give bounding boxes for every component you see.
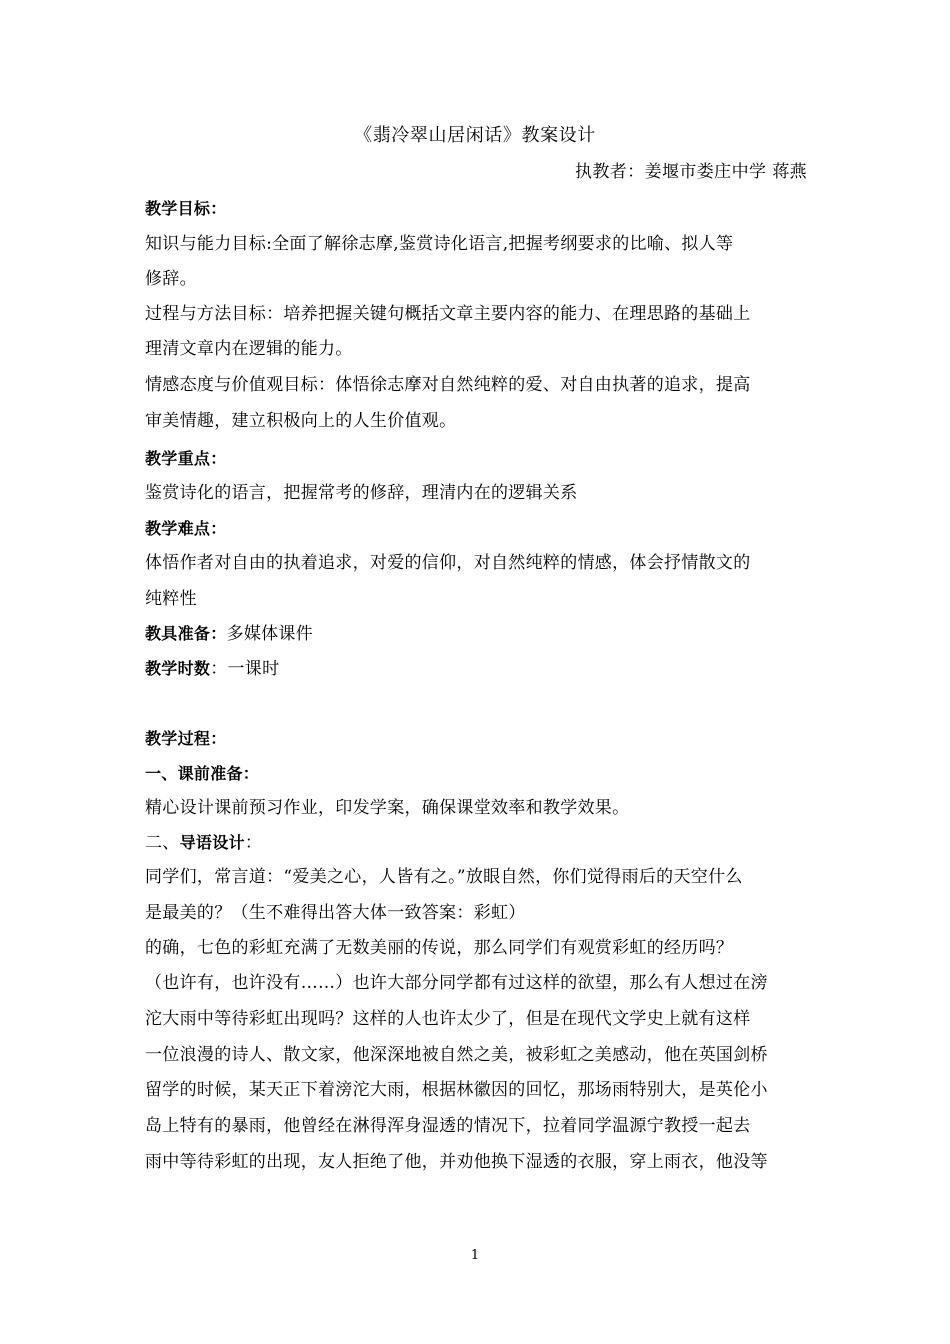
key-points-heading: 教学重点： bbox=[145, 449, 227, 468]
goals-line: 情感态度与价值观目标：体悟徐志摩对自然纯粹的爱、对自由执著的追求，提高 bbox=[145, 375, 751, 395]
tools-heading: 教具准备： bbox=[145, 624, 227, 643]
goals-line: 修辞。 bbox=[145, 269, 197, 289]
author-line: 执教者：姜堰市娄庄中学 蒋燕 bbox=[574, 162, 807, 182]
intro-line: 留学的时候，某天正下着滂沱大雨，根据林徽因的回忆，那场雨特别大，是英伦小 bbox=[145, 1080, 768, 1100]
intro-suffix: ： bbox=[244, 833, 263, 853]
intro-line: 同学们，常言道：“爱美之心，人皆有之。”放眼自然，你们觉得雨后的天空什么 bbox=[145, 867, 743, 887]
difficulty-heading: 教学难点： bbox=[145, 519, 227, 538]
intro-heading: 导语设计 bbox=[179, 833, 245, 852]
intro-prefix: 二、 bbox=[145, 833, 180, 853]
goals-line: 理清文章内在逻辑的能力。 bbox=[145, 339, 353, 359]
hours-heading: 教学时数 bbox=[145, 659, 211, 678]
page-number: 1 bbox=[470, 1248, 480, 1263]
prep-heading: 一、课前准备： bbox=[145, 764, 260, 783]
intro-line: 一位浪漫的诗人、散文家，他深深地被自然之美，被彩虹之美感动，他在英国剑桥 bbox=[145, 1045, 768, 1065]
difficulty-line: 体悟作者对自由的执着追求，对爱的信仰，对自然纯粹的情感，体会抒情散文的 bbox=[145, 553, 751, 573]
intro-line: 雨中等待彩虹的出现，友人拒绝了他，并劝他换下湿透的衣服，穿上雨衣，他没等 bbox=[145, 1152, 768, 1172]
intro-line: （也许有，也许没有……）也许大部分同学都有过这样的欲望，那么有人想过在滂 bbox=[145, 973, 768, 993]
goals-line: 知识与能力目标:全面了解徐志摩,鉴赏诗化语言,把握考纲要求的比喻、拟人等 bbox=[145, 234, 734, 254]
goals-line: 审美情趣，建立积极向上的人生价值观。 bbox=[145, 411, 457, 431]
tools-text: 多媒体课件 bbox=[226, 624, 314, 644]
intro-heading-line bbox=[145, 831, 807, 855]
process-heading: 教学过程： bbox=[145, 729, 227, 748]
hours-line bbox=[145, 657, 807, 681]
document-title: 《翡冷翠山居闲话》教案设计 bbox=[354, 125, 596, 146]
hours-text: ：一课时 bbox=[210, 659, 280, 679]
intro-line: 的确，七色的彩虹充满了无数美丽的传说，那么同学们有观赏彩虹的经历吗？ bbox=[145, 938, 734, 958]
goals-line: 过程与方法目标：培养把握关键句概括文章主要内容的能力、在理思路的基础上 bbox=[145, 304, 751, 324]
intro-line: 沱大雨中等待彩虹出现吗？这样的人也许太少了，但是在现代文学史上就有这样 bbox=[145, 1009, 751, 1029]
key-points-text: 鉴赏诗化的语言，把握常考的修辞，理清内在的逻辑关系 bbox=[145, 483, 578, 503]
prep-text: 精心设计课前预习作业，印发学案，确保课堂效率和教学效果。 bbox=[145, 798, 630, 818]
goals-heading: 教学目标： bbox=[145, 199, 227, 218]
intro-line: 岛上特有的暴雨，他曾经在淋得浑身湿透的情况下，拉着同学温源宁教授一起去 bbox=[145, 1116, 751, 1136]
intro-line: 是最美的？（生不难得出答大体一致答案：彩虹） bbox=[145, 903, 526, 923]
difficulty-line: 纯粹性 bbox=[145, 589, 197, 609]
tools-line bbox=[145, 622, 807, 646]
